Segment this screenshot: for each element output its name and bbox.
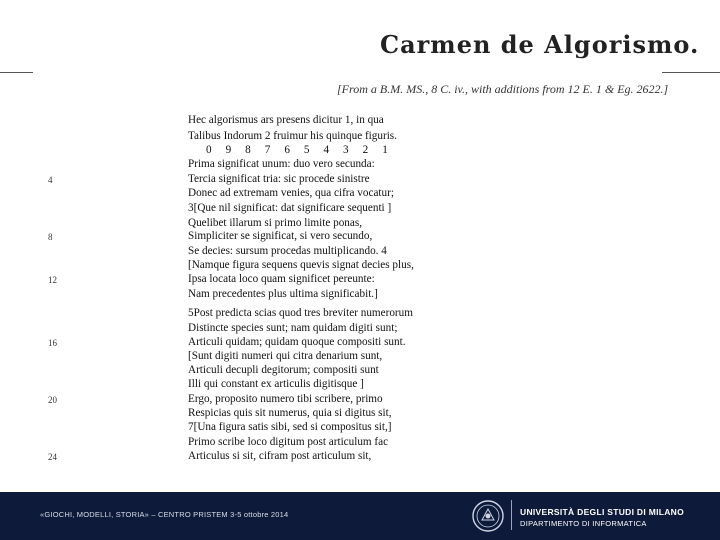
verse-line: Prima significat unum: duo vero secunda: (188, 158, 375, 170)
university-seal-icon (472, 500, 504, 532)
verse-line: Respicias quis sit numerus, quia si digitus sit, (188, 407, 392, 419)
verse-line: Articuli quidam; quidam quoque compositi sunt. (188, 336, 406, 348)
line-number: 4 (48, 175, 53, 185)
top-rule-right (662, 72, 720, 73)
verse-line: Simpliciter se significat, si vero secundo, (188, 230, 373, 242)
verse-line: Talibus Indorum 2 fruimur his quinque figuris. (188, 130, 397, 142)
verse-line: Tercia significat tria: sic procede sinistre (188, 173, 370, 185)
verse-line: Ipsa locata loco quam significet pereunte: (188, 273, 375, 285)
line-number: 12 (48, 275, 57, 285)
verse-line: [Namque figura sequens quevis signat decies plus, (188, 259, 414, 271)
university-name: UNIVERSITÀ DEGLI STUDI DI MILANO (520, 507, 685, 517)
verse-line: Articuli decupli degitorum; compositi sunt (188, 364, 379, 376)
verse-line: 5Post predicta scias quod tres breviter numerorum (188, 307, 413, 319)
top-rule-left (0, 72, 33, 73)
verse-line: [Sunt digiti numeri qui citra denarium sunt, (188, 350, 383, 362)
logo-divider (511, 500, 512, 530)
verse-line: 3[Que nil significat: dat significare sequenti ] (188, 202, 392, 214)
line-number: 16 (48, 338, 57, 348)
verse-line: Ergo, proposito numero tibi scribere, primo (188, 393, 383, 405)
verse-line: Distincte species sunt; nam quidam digiti sunt; (188, 322, 398, 334)
verse-line: Hec algorismus ars presens dicitur 1, in qua (188, 114, 384, 126)
verse-line: Se decies: sursum procedas multiplicando. 4 (188, 245, 387, 257)
verse-line: Quelibet illarum si primo limite ponas, (188, 217, 363, 229)
verse-line: Articulus si sit, cifram post articulum sit, (188, 450, 372, 462)
verse-line: Nam precedentes plus ultima significabit.] (188, 288, 378, 300)
verse-line: Illi qui constant ex articulis digitisque ] (188, 378, 364, 390)
department-name: DIPARTIMENTO DI INFORMATICA (520, 519, 647, 528)
verse-line: Donec ad extremam venies, qua cifra vocatur; (188, 187, 394, 199)
verse-line: Primo scribe loco digitum post articulum fac (188, 436, 389, 448)
line-number: 8 (48, 232, 53, 242)
scan-title: Carmen de Algorismo. (380, 30, 700, 59)
numeral-row: 0 9 8 7 6 5 4 3 2 1 (206, 144, 388, 156)
footer-caption: «GIOCHI, MODELLI, STORIA» – CENTRO PRISTEM 3-5 ottobre 2014 (40, 510, 289, 519)
line-number: 24 (48, 452, 57, 462)
line-number: 20 (48, 395, 57, 405)
scan-source: [From a B.M. MS., 8 C. iv., with additions from 12 E. 1 & Eg. 2622.] (337, 82, 669, 96)
verse-line: 7[Una figura satis sibi, sed si compositus sit,] (188, 421, 392, 433)
